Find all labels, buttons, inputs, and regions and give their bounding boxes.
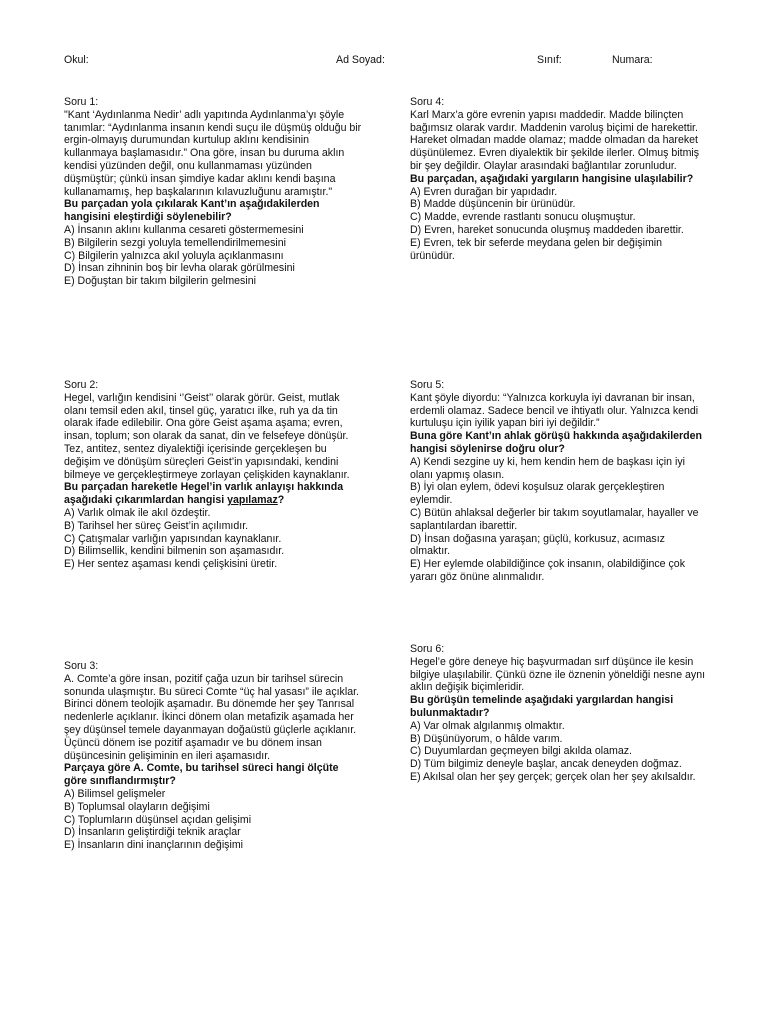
question-passage: Hegel’e göre deneye hiç başvurmadan sırf düşünce ile kesin bilgiye ulaşılabilir. Çünkü özne ile öznenin yöneldiği nesne aynı aklın değişik biçimleridir. xyxy=(410,655,706,694)
question-6 xyxy=(410,643,706,784)
option-e: E) İnsanların dini inançlarının değişimi xyxy=(64,839,244,852)
option-c: C) Bilgilerin yalnızca akıl yoluyla açıklanmasını xyxy=(64,249,284,262)
question-prompt: Parçaya göre A. Comte, bu tarihsel süreci hangi ölçüte göre sınıflandırmıştır? xyxy=(64,762,339,788)
option-d: D) Tüm bilgimiz deneyle başlar, ancak deneyden doğmaz. xyxy=(410,758,682,771)
question-2 xyxy=(64,379,364,571)
question-title: Soru 5: xyxy=(410,379,445,391)
question-passage: Hegel, varlığın kendisini ‘’Geist’’ olarak görür. Geist, mutlak olanı temsil eden akıl, tinsel güç, yaratıcı ilke, ruh ya da tin olarak ifade edilebilir. Ona göre Geist aşama aşama; evren, insan, toplum; son olarak da sanat, din ve felsefeye dönüşür. Tez, antitez, sentez diyalektiği içerisinde gerçekleşen bu değişim ve dönüşüm süreçleri Geist’in yapısındaki, kendini bilmeye ve gerçekleştirmeye zorlayan çelişkiden kaynaklanır. xyxy=(64,391,350,481)
question-title: Soru 2: xyxy=(64,379,99,391)
question-passage: Karl Marx’a göre evrenin yapısı maddedir. Madde bilinçten bağımsız olarak vardır. Maddenin varoluş biçimi de harekettir. Hareket olmadan madde olamaz; madde olmadan da hareket düşünülemez. Evren diyalektik bir şekilde ilerler. Olmuş bitmiş bir şey değildir. Olaylar arasındaki bağlantılar zorunludur. xyxy=(410,108,700,172)
option-e: E) Her eylemde olabildiğince çok insanın, olabildiğince çok yararı göz önüne alınmalıdır. xyxy=(410,558,685,583)
sinif-label: Sınıf: xyxy=(537,54,562,66)
question-passage: A. Comte’a göre insan, pozitif çağa uzun bir tarihsel sürecin sonunda ulaşmıştır. Bu süreci Comte “üç hal yasası” ile açıklar. Birinci dönem teolojik aşamadır. Bu dönemde her şey Tanrısal nedenlerle açıklanır. İkinci dönem olan metafizik aşamada her şey düşünsel temele dayanmayan doğaüstü güçlerle açıklanır. Üçüncü dönem ise pozitif aşamadır ve bu dönem insan düşüncesinin gelişiminin en ileri aşamasıdır. xyxy=(64,672,359,762)
prompt-end: ? xyxy=(277,494,285,507)
okul-label: Okul: xyxy=(64,54,89,66)
question-prompt: Bu parçadan, aşağıdaki yargıların hangisine ulaşılabilir? xyxy=(410,172,694,185)
option-c: C) Çatışmalar varlığın yapısından kaynaklanır. xyxy=(64,532,282,545)
option-e: E) Akılsal olan her şey gerçek; gerçek olan her şey akılsaldır. xyxy=(410,770,696,783)
option-b: B) Tarihsel her süreç Geist’in açılımıdır. xyxy=(64,519,249,532)
option-c: C) Bütün ahlaksal değerler bir takım soyutlamalar, hayaller ve saplantılardan ibarettir. xyxy=(410,506,699,532)
prompt-text: Bu parçadan hareketle Hegel’in varlık anlayışı hakkında aşağıdaki çıkarımlardan hangisi xyxy=(64,481,344,507)
question-prompt xyxy=(64,481,364,507)
option-c: C) Madde, evrende rastlantı sonucu oluşmuştur. xyxy=(410,211,636,224)
ad-soyad-label: Ad Soyad: xyxy=(336,54,385,66)
question-passage: "Kant ‘Aydınlanma Nedir’ adlı yapıtında Aydınlanma’yı şöyle tanımlar: “Aydınlanma insanın kendi suçu ile düşmüş olduğu bir ergin-olmayış durumundan kurtulup aklını kendisinin kullanmaya başlamasıdır.” Ona göre, insan bu duruma aklın kendisi yüzünden değil, onu kullanmaması yüzünden düşmüştür; çünkü insan şimdiye kadar aklını kendi başına kullanamamış, hep başkalarının kılavuzluğunu aramıştır." xyxy=(64,108,362,198)
option-a: A) İnsanın aklını kullanma cesareti göstermemesini xyxy=(64,223,304,236)
prompt-underlined-word: yapılamaz xyxy=(227,494,278,507)
option-d: D) Evren, hareket sonucunda oluşmuş maddeden ibarettir. xyxy=(410,223,684,236)
question-prompt: Bu parçadan yola çıkılarak Kant’ın aşağıdakilerden hangisini eleştirdiği söylenebilir? xyxy=(64,198,320,224)
question-title: Soru 3: xyxy=(64,660,99,672)
question-title: Soru 6: xyxy=(410,643,445,655)
option-b: B) İyi olan eylem, ödevi koşulsuz olarak gerçekleştiren eylemdir. xyxy=(410,481,665,507)
option-d: D) İnsanların geliştirdiği teknik araçlar xyxy=(64,826,241,839)
option-b: B) Bilgilerin sezgi yoluyla temellendirilmemesini xyxy=(64,236,286,249)
option-b: B) Toplumsal olayların değişimi xyxy=(64,800,210,813)
question-3 xyxy=(64,660,364,852)
question-title: Soru 1: xyxy=(64,96,99,108)
option-d: D) Bilimsellik, kendini bilmenin son aşamasıdır. xyxy=(64,545,285,558)
option-a: A) Kendi sezgine uy ki, hem kendin hem de başkası için iyi olanı yapmış olasın. xyxy=(410,455,685,481)
option-c: C) Duyumlardan geçmeyen bilgi akılda olamaz. xyxy=(410,745,632,758)
question-prompt: Buna göre Kant’ın ahlak görüşü hakkında aşağıdakilerden hangisi söylenirse doğru olur? xyxy=(410,430,702,455)
question-passage: Kant şöyle diyordu: “Yalnızca korkuyla iyi davranan bir insan, erdemli olamaz. Sadece bencil ve ihtiyatlı olur. Yalnızca kendi kurtuluşu için iyilik yapan biri iyi değildir.” xyxy=(410,391,699,430)
numara-label: Numara: xyxy=(612,54,653,66)
question-5 xyxy=(410,379,706,584)
option-c: C) Toplumların düşünsel açıdan gelişimi xyxy=(64,813,252,826)
option-a: A) Bilimsel gelişmeler xyxy=(64,787,166,800)
option-d: D) İnsan doğasına yaraşan; güçlü, korkusuz, acımasız olmaktır. xyxy=(410,532,665,558)
option-e: E) Evren, tek bir seferde meydana gelen bir değişimin ürünüdür. xyxy=(410,236,663,262)
option-a: A) Var olmak algılanmış olmaktır. xyxy=(410,719,565,732)
option-b: B) Madde düşüncenin bir ürünüdür. xyxy=(410,198,576,211)
question-prompt: Bu görüşün temelinde aşağıdaki yargılardan hangisi bulunmaktadır? xyxy=(410,694,674,719)
option-d: D) İnsan zihninin boş bir levha olarak görülmesini xyxy=(64,262,295,275)
question-4 xyxy=(410,96,706,262)
question-1 xyxy=(64,96,364,288)
option-a: A) Varlık olmak ile akıl özdeştir. xyxy=(64,506,211,519)
question-title: Soru 4: xyxy=(410,96,445,108)
option-a: A) Evren durağan bir yapıdadır. xyxy=(410,185,558,198)
option-b: B) Düşünüyorum, o hâlde varım. xyxy=(410,732,563,745)
option-e: E) Her sentez aşaması kendi çelişkisini üretir. xyxy=(64,558,278,571)
option-e: E) Doğuştan bir takım bilgilerin gelmesini xyxy=(64,275,256,288)
